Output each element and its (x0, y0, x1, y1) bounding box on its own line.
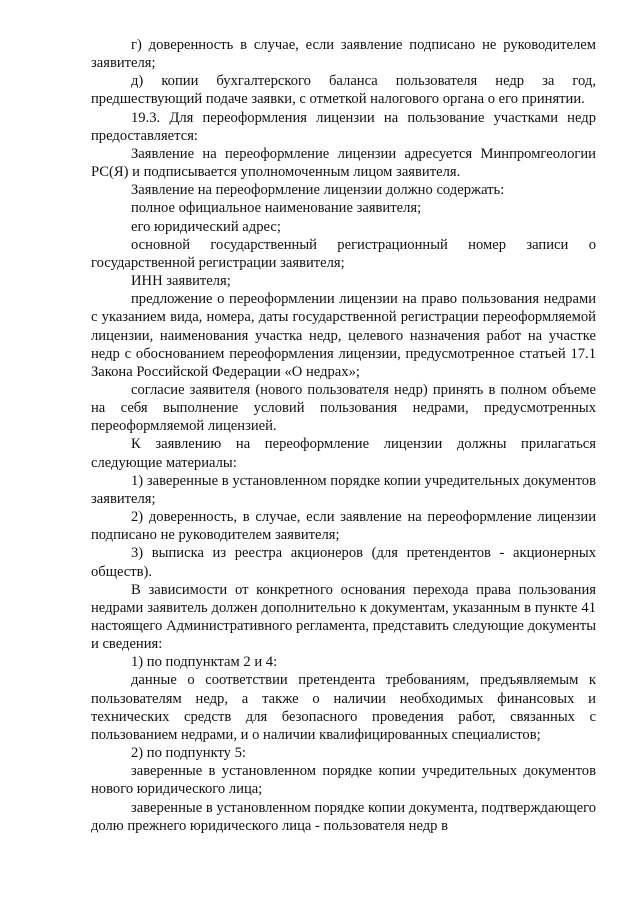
paragraph: 3) выписка из реестра акционеров (для претендентов - акционерных обществ). (91, 545, 596, 580)
paragraph: предложение о переоформлении лицензии на право пользования недрами с указанием вида, номера, даты государственной регистрации переоформляемой лицензии, наименования участка недр, целевого назначения работ на участке недр с обоснованием переоформления лицензии, предусмотренное статьей 17.1 Закона Российской Федерации «О недрах»; (91, 291, 596, 380)
paragraph: К заявлению на переоформление лицензии должны прилагаться следующие материалы: (91, 436, 596, 471)
paragraph: г) доверенность в случае, если заявление подписано не руководителем заявителя; (91, 37, 596, 72)
paragraph: ИНН заявителя; (131, 273, 231, 290)
paragraph: основной государственный регистрационный номер записи о государственной регистрации заявителя; (91, 236, 596, 271)
paragraph: согласие заявителя (нового пользователя недр) принять в полном объеме на себя выполнение условий пользования недрами, предусмотренных переоформляемой лицензией. (91, 381, 596, 435)
paragraph: 1) заверенные в установленном порядке копии учредительных документов заявителя; (91, 472, 596, 507)
paragraph: полное официальное наименование заявителя; (131, 200, 422, 217)
paragraph: данные о соответствии претендента требованиям, предъявляемым к пользователям недр, а также о наличии необходимых финансовых и технических средств для безопасного проведения работ, связанных с пользованием недрами, и о наличии квалифицированных специалистов; (91, 672, 596, 743)
paragraph: д) копии бухгалтерского баланса пользователя недр за год, предшествующий подаче заявки, с отметкой налогового органа о его принятии. (91, 73, 596, 108)
paragraph: 2) доверенность, в случае, если заявление на переоформление лицензии подписано не руководителем заявителя; (91, 509, 596, 544)
paragraph: заверенные в установленном порядке копии учредительных документов нового юридического лица; (91, 763, 596, 798)
document-page (91, 36, 596, 835)
paragraph: Заявление на переоформление лицензии должно содержать: (131, 182, 505, 199)
paragraph: Заявление на переоформление лицензии адресуется Минпромгеологии РС(Я) и подписывается уполномоченным лицом заявителя. (91, 145, 596, 181)
paragraph: 2) по подпункту 5: (131, 745, 246, 762)
paragraph: заверенные в установленном порядке копии документа, подтверждающего долю прежнего юридического лица - пользователя недр в (91, 799, 596, 834)
paragraph: В зависимости от конкретного основания перехода права пользования недрами заявитель должен дополнительно к документам, указанным в пункте 41 настоящего Административного регламента, представить следующие документы и сведения: (91, 581, 596, 653)
paragraph: 19.3. Для переоформления лицензии на пользование участками недр предоставляется: (91, 109, 596, 144)
paragraph: его юридический адрес; (131, 218, 281, 235)
paragraph: 1) по подпунктам 2 и 4: (131, 654, 278, 671)
